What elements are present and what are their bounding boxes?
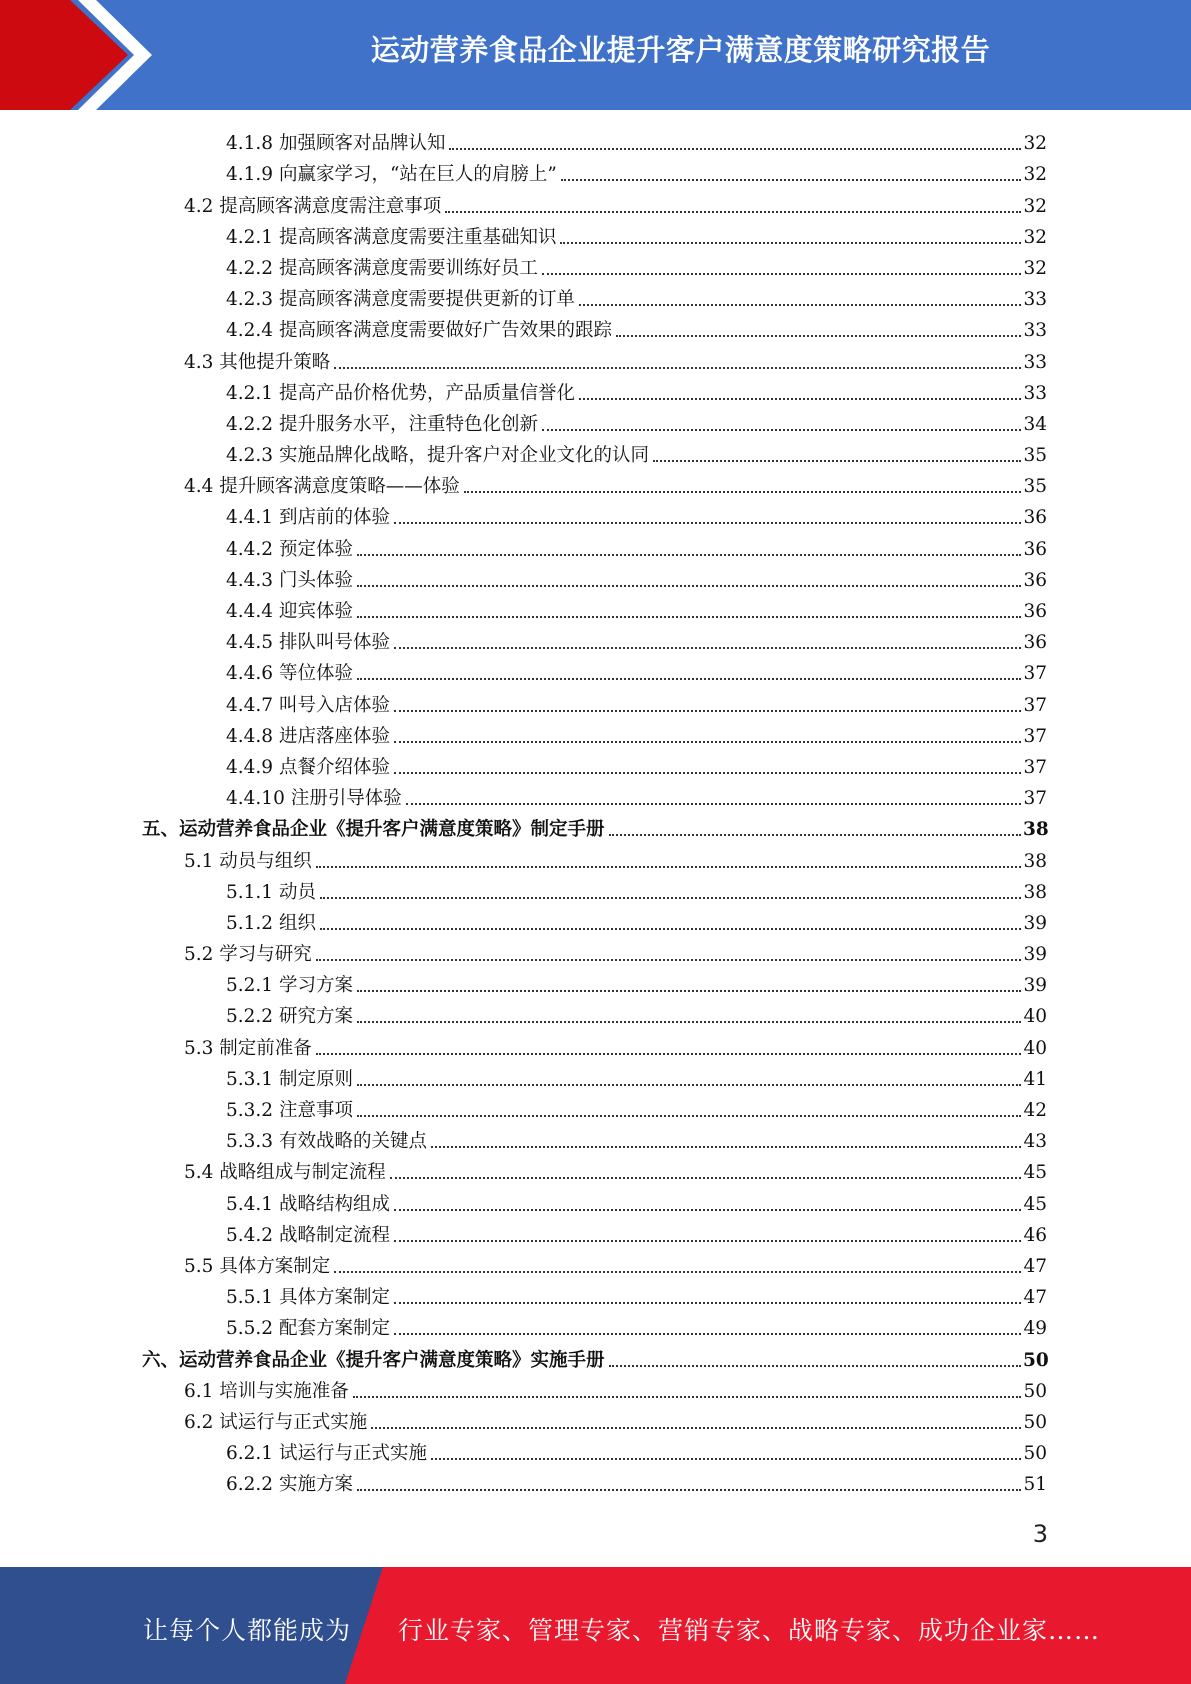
- toc-dot-leader: [406, 803, 1021, 805]
- toc-entry[interactable]: [0, 595, 1191, 626]
- toc-entry-label: 4.4.6 等位体验: [226, 663, 353, 685]
- toc-dot-leader: [316, 866, 1021, 868]
- toc-entry[interactable]: [0, 938, 1191, 969]
- toc-dot-leader: [357, 1021, 1021, 1023]
- toc-entry-label: 六、运动营养食品企业《提升客户满意度策略》实施手册: [142, 1349, 605, 1371]
- toc-entry-page: 42: [1023, 1100, 1047, 1121]
- toc-dot-leader: [542, 429, 1021, 431]
- toc-entry-label: 5.5.2 配套方案制定: [226, 1318, 390, 1340]
- toc-entry-page: 51: [1023, 1474, 1047, 1496]
- toc-dot-leader: [653, 460, 1021, 462]
- toc-dot-leader: [357, 1489, 1021, 1491]
- toc-entry-page: 39: [1023, 912, 1047, 934]
- toc-entry-label: 4.4.5 排队叫号体验: [226, 632, 390, 654]
- toc-entry-page: 36: [1023, 507, 1047, 529]
- toc-dot-leader: [431, 1146, 1021, 1148]
- toc-dot-leader: [542, 273, 1021, 275]
- toc-entry[interactable]: [0, 1406, 1191, 1437]
- toc-entry[interactable]: [0, 1437, 1191, 1468]
- toc-entry-page: 38: [1023, 819, 1049, 841]
- toc-dot-leader: [357, 1115, 1021, 1117]
- toc-entry-label: 4.2.4 提高顾客满意度需要做好广告效果的跟踪: [226, 320, 612, 342]
- toc-entry[interactable]: [0, 751, 1191, 782]
- toc-entry-page: 37: [1023, 788, 1047, 810]
- toc-entry[interactable]: [0, 314, 1191, 345]
- toc-entry-page: 36: [1023, 538, 1047, 560]
- toc-dot-leader: [394, 1302, 1021, 1304]
- toc-entry[interactable]: [0, 470, 1191, 501]
- toc-entry[interactable]: [0, 532, 1191, 563]
- toc-entry-label: 4.3 其他提升策略: [184, 351, 331, 373]
- toc-entry-label: 6.2.2 实施方案: [226, 1474, 353, 1496]
- toc-dot-leader: [431, 1458, 1021, 1460]
- toc-dot-leader: [357, 585, 1021, 587]
- toc-entry[interactable]: [0, 1468, 1191, 1499]
- footer-slogan-right: 行业专家、管理专家、营销专家、战略专家、成功企业家……: [398, 1616, 1101, 1645]
- toc-entry-page: 50: [1023, 1380, 1047, 1402]
- toc-entry[interactable]: [0, 626, 1191, 657]
- toc-entry[interactable]: [0, 1156, 1191, 1187]
- toc-entry[interactable]: [0, 813, 1191, 844]
- toc-entry[interactable]: [0, 564, 1191, 595]
- toc-dot-leader: [561, 179, 1021, 181]
- toc-entry-page: 49: [1023, 1318, 1047, 1340]
- toc-entry[interactable]: [0, 1219, 1191, 1250]
- footer-slogan-left: 让每个人都能成为: [143, 1616, 352, 1645]
- toc-dot-leader: [371, 1427, 1021, 1429]
- toc-entry[interactable]: [0, 501, 1191, 532]
- toc-entry-label: 4.1.8 加强顾客对品牌认知: [226, 133, 446, 155]
- toc-entry-label: 5.3.1 制定原则: [226, 1068, 353, 1090]
- toc-dot-leader: [316, 1053, 1021, 1055]
- toc-entry-label: 4.4.3 门头体验: [226, 569, 353, 591]
- toc-entry-label: 4.4.9 点餐介绍体验: [226, 756, 390, 778]
- toc-entry-page: 41: [1023, 1068, 1047, 1090]
- toc-entry-label: 4.4.1 到店前的体验: [226, 507, 390, 529]
- toc-entry-page: 36: [1023, 601, 1047, 622]
- toc-entry-page: 33: [1023, 351, 1047, 373]
- toc-entry-page: 36: [1023, 569, 1047, 591]
- toc-entry[interactable]: [0, 252, 1191, 283]
- toc-entry[interactable]: [0, 1375, 1191, 1406]
- toc-entry-page: 32: [1023, 226, 1047, 248]
- toc-entry-page: 47: [1023, 1287, 1047, 1309]
- toc-entry-page: 47: [1023, 1255, 1047, 1277]
- toc-dot-leader: [334, 367, 1021, 369]
- toc-dot-leader: [353, 1396, 1021, 1398]
- toc-entry-label: 6.2 试运行与正式实施: [184, 1411, 368, 1433]
- toc-dot-leader: [357, 990, 1021, 992]
- toc-dot-leader: [357, 554, 1021, 556]
- toc-entry[interactable]: [0, 1250, 1191, 1281]
- toc-entry-page: 37: [1023, 756, 1047, 778]
- toc-dot-leader: [616, 335, 1021, 337]
- toc-entry[interactable]: [0, 1312, 1191, 1343]
- toc-entry[interactable]: [0, 969, 1191, 1000]
- toc-entry-label: 4.4.7 叫号入店体验: [226, 694, 390, 716]
- toc-entry-page: 32: [1023, 133, 1047, 155]
- toc-dot-leader: [357, 616, 1021, 618]
- page-footer: [0, 1567, 1191, 1684]
- toc-entry-page: 37: [1023, 694, 1047, 716]
- toc-entry-label: 4.4.4 迎宾体验: [226, 601, 353, 622]
- toc-entry-label: 5.3 制定前准备: [184, 1037, 312, 1059]
- toc-entry[interactable]: [0, 782, 1191, 813]
- toc-entry-label: 5.2.1 学习方案: [226, 975, 353, 997]
- toc-entry[interactable]: [0, 1063, 1191, 1094]
- toc-entry[interactable]: [0, 907, 1191, 938]
- header-arrow-decoration: [0, 0, 170, 110]
- toc-entry[interactable]: [0, 688, 1191, 719]
- toc-entry-label: 5.2 学习与研究: [184, 944, 312, 966]
- toc-entry-page: 34: [1023, 413, 1047, 435]
- toc-entry-label: 6.1 培训与实施准备: [184, 1380, 349, 1402]
- toc-entry-page: 46: [1023, 1224, 1047, 1246]
- toc-entry[interactable]: [0, 158, 1191, 189]
- document-title: 运动营养食品企业提升客户满意度策略研究报告: [370, 33, 991, 67]
- toc-entry[interactable]: [0, 1000, 1191, 1031]
- toc-entry[interactable]: [0, 876, 1191, 907]
- toc-entry-page: 39: [1023, 944, 1047, 966]
- toc-entry[interactable]: [0, 657, 1191, 688]
- toc-dot-leader: [394, 1240, 1021, 1242]
- toc-entry-page: 32: [1023, 257, 1047, 279]
- toc-entry-page: 40: [1023, 1037, 1047, 1059]
- toc-dot-leader: [394, 647, 1021, 649]
- toc-dot-leader: [579, 398, 1021, 400]
- toc-entry-label: 4.2.2 提升服务水平，注重特色化创新: [226, 413, 538, 435]
- toc-dot-leader: [449, 148, 1021, 150]
- toc-entry-page: 37: [1023, 663, 1047, 685]
- toc-entry-label: 5.2.2 研究方案: [226, 1006, 353, 1028]
- toc-entry-page: 36: [1023, 632, 1047, 654]
- toc-dot-leader: [560, 242, 1021, 244]
- toc-entry-label: 5.1.2 组织: [226, 912, 316, 934]
- toc-entry-page: 39: [1023, 975, 1047, 997]
- toc-entry[interactable]: [0, 844, 1191, 875]
- toc-dot-leader: [357, 678, 1021, 680]
- page-number: 3: [1032, 1520, 1048, 1548]
- toc-dot-leader: [320, 897, 1021, 899]
- toc-entry[interactable]: [0, 408, 1191, 439]
- toc-entry-label: 4.2.3 实施品牌化战略，提升客户对企业文化的认同: [226, 445, 649, 467]
- toc-entry-page: 33: [1023, 289, 1047, 311]
- toc-dot-leader: [394, 1333, 1021, 1335]
- toc-entry-label: 4.2.1 提高产品价格优势，产品质量信誉化: [226, 382, 575, 404]
- toc-entry-label: 4.1.9 向赢家学习，“站在巨人的肩膀上”: [226, 164, 557, 186]
- toc-entry-page: 33: [1023, 382, 1047, 404]
- toc-entry-page: 50: [1023, 1443, 1047, 1465]
- toc-entry-label: 5.4 战略组成与制定流程: [184, 1162, 386, 1184]
- toc-entry-page: 50: [1023, 1411, 1047, 1433]
- toc-entry[interactable]: [0, 1031, 1191, 1062]
- toc-entry-label: 6.2.1 试运行与正式实施: [226, 1443, 427, 1465]
- toc-entry-label: 4.4.8 进店落座体验: [226, 725, 390, 747]
- toc-entry-page: 37: [1023, 725, 1047, 747]
- toc-entry-label: 5.1.1 动员: [226, 881, 316, 903]
- toc-dot-leader: [464, 491, 1021, 493]
- toc-entry-page: 32: [1023, 164, 1047, 186]
- toc-entry-label: 4.2 提高顾客满意度需注意事项: [184, 195, 442, 217]
- toc-dot-leader: [609, 834, 1021, 836]
- toc-entry-label: 5.4.1 战略结构组成: [226, 1193, 390, 1215]
- toc-entry-label: 5.4.2 战略制定流程: [226, 1224, 390, 1246]
- toc-entry[interactable]: [0, 1187, 1191, 1218]
- toc-entry-page: 40: [1023, 1006, 1047, 1028]
- toc-entry-label: 4.2.3 提高顾客满意度需要提供更新的订单: [226, 289, 575, 311]
- toc-entry-label: 5.1 动员与组织: [184, 850, 312, 872]
- toc-entry-label: 5.5.1 具体方案制定: [226, 1287, 390, 1309]
- toc-entry[interactable]: [0, 439, 1191, 470]
- toc-entry-label: 5.3.3 有效战略的关键点: [226, 1131, 427, 1153]
- toc-dot-leader: [579, 304, 1021, 306]
- toc-dot-leader: [320, 928, 1021, 930]
- toc-dot-leader: [316, 959, 1021, 961]
- toc-entry[interactable]: [0, 1125, 1191, 1156]
- toc-entry-page: 38: [1023, 881, 1047, 903]
- toc-entry-page: 33: [1023, 320, 1047, 342]
- page-header: [0, 0, 1191, 110]
- toc-entry-page: 38: [1023, 850, 1047, 872]
- toc-dot-leader: [394, 710, 1021, 712]
- toc-entry[interactable]: [0, 1094, 1191, 1125]
- toc-entry-page: 45: [1023, 1162, 1047, 1184]
- toc-entry-label: 4.2.1 提高顾客满意度需要注重基础知识: [226, 226, 557, 248]
- toc-dot-leader: [357, 1084, 1021, 1086]
- toc-entry-page: 35: [1023, 445, 1047, 467]
- toc-entry-label: 4.2.2 提高顾客满意度需要训练好员工: [226, 257, 538, 279]
- toc-entry-label: 4.4.2 预定体验: [226, 538, 353, 560]
- toc-entry-page: 45: [1023, 1193, 1047, 1215]
- toc-entry[interactable]: [0, 283, 1191, 314]
- toc-entry[interactable]: [0, 720, 1191, 751]
- toc-entry-label: 五、运动营养食品企业《提升客户满意度策略》制定手册: [142, 819, 605, 841]
- toc-entry-page: 32: [1023, 195, 1047, 217]
- toc-dot-leader: [394, 741, 1021, 743]
- toc-entry[interactable]: [0, 221, 1191, 252]
- toc-entry-label: 5.5 具体方案制定: [184, 1255, 331, 1277]
- toc-entry-label: 5.3.2 注意事项: [226, 1100, 353, 1121]
- toc-entry-page: 35: [1023, 476, 1047, 498]
- toc-entry[interactable]: [0, 345, 1191, 376]
- toc-entry[interactable]: [0, 189, 1191, 220]
- toc-dot-leader: [334, 1271, 1021, 1273]
- toc-dot-leader: [390, 1177, 1021, 1179]
- toc-dot-leader: [445, 211, 1021, 213]
- toc-entry[interactable]: [0, 127, 1191, 158]
- toc-entry-page: 43: [1023, 1131, 1047, 1153]
- toc-entry-label: 4.4 提升顾客满意度策略——体验: [184, 476, 460, 498]
- toc-dot-leader: [394, 522, 1021, 524]
- toc-entry-label: 4.4.10 注册引导体验: [226, 788, 402, 810]
- toc-entry[interactable]: [0, 1281, 1191, 1312]
- toc-entry-page: 50: [1023, 1349, 1049, 1371]
- toc-entry[interactable]: [0, 377, 1191, 408]
- table-of-contents: [0, 127, 1191, 1499]
- toc-dot-leader: [394, 772, 1021, 774]
- toc-dot-leader: [609, 1365, 1021, 1367]
- toc-entry[interactable]: [0, 1343, 1191, 1374]
- toc-dot-leader: [394, 1209, 1021, 1211]
